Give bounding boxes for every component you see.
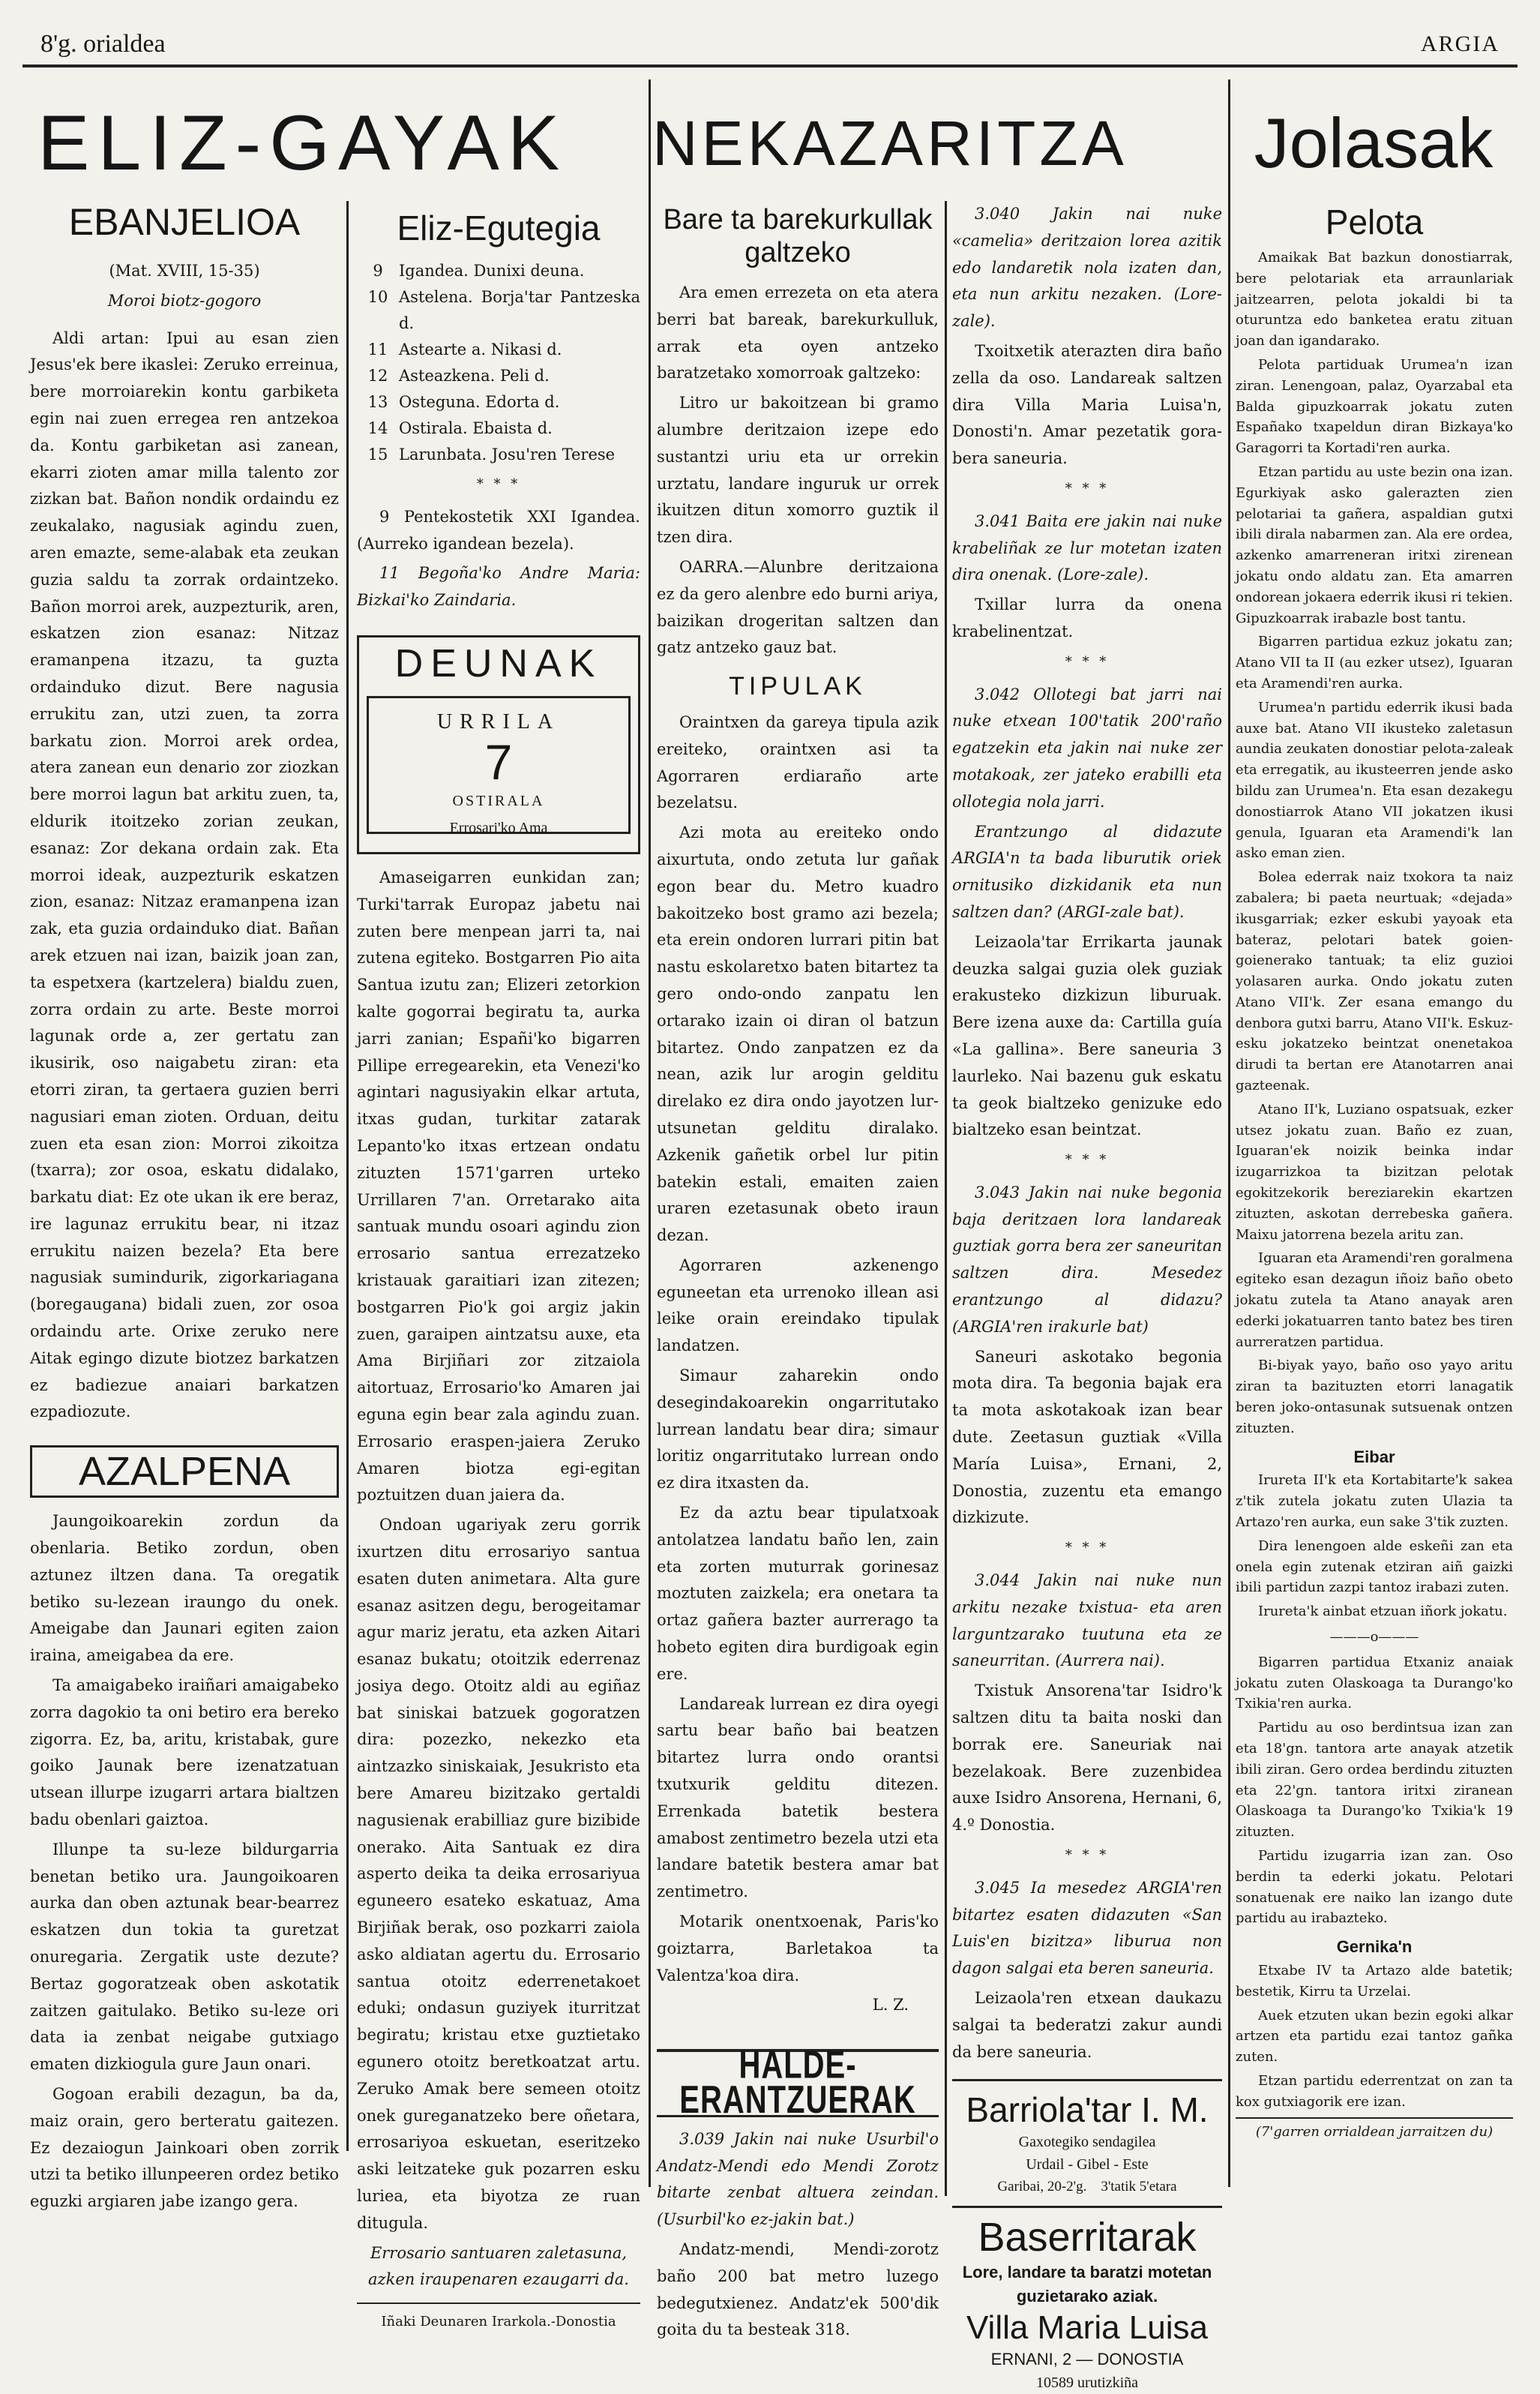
eibar-paragraph: Irureta'k ainbat etzuan iñork jokatu.	[1258, 1604, 1508, 1620]
azalpena-paragraph: Gogoan erabili dezagun, ba da, maiz orain, gero berteratu gaitezen. Ez dezaiogun Jainkoari oben zorrik utzi ta betiko illunpeeren ordez betiko eguzki argiaren jabe izango gera.	[30, 2085, 339, 2211]
calendar-entry: Asteazkena. Peli d.	[399, 367, 550, 385]
separator-stars: * * *	[1065, 1540, 1110, 1556]
pelota-paragraph: Urumea'n partidu ederrik ikusi bada auxe bat. Atano VII ikusteko zaletasun aundia zeukaten donostiar pelota-zaleak eta erregatik, au ikusteerren jende asko bildu zan Urumea'n. Eta esan dezakegu donostiarrok Atano VII jokatzen ikusi genula, Iguaran eta Aramendi'k lan asko eman zien.	[1236, 699, 1513, 862]
column-eliz-egutegia	[357, 207, 640, 2336]
pelota-paragraph: Bi-biyak yayo, baño oso yayo aritu ziran ta bazituzten etorri lanagatik beren joko-ontasunak sutsuenak ontzen zituzten.	[1236, 1358, 1513, 1436]
calendar-day: 13	[367, 393, 388, 411]
question-paragraph: Erantzungo al didazute ARGIA'n ta bada liburutik oriek ornitusiko dizkidanik eta nun saltzen dan? (ARGI-zale bat).	[952, 822, 1222, 921]
answer-paragraph: Saneuri askotako begonia mota dira. Ta begonia bajak era ta mota askotakoak izan bear dute. Zeetasun guztiak «Villa María Luisa», Ernani, 2, Donostia, zuzentu eta emango dizkizute.	[952, 1347, 1222, 1527]
calendar-row	[357, 337, 640, 363]
answer-paragraph: Leizaola'ren etxean daukazu salgai ta bederatzi zakur aundi da bere saneuria.	[952, 1989, 1222, 2061]
calendar-entry: Astelena. Borja'tar Pantzeska d.	[399, 288, 640, 332]
continued-note: (7'garren orrialdean jarraitzen du)	[1236, 2117, 1513, 2143]
separator-stars: * * *	[1065, 1152, 1110, 1168]
section-nekazaritza: NEKAZARITZA	[652, 108, 1128, 178]
question-paragraph: 3.044 Jakin nai nuke nun arkitu nezake txistua- eta aren larguntzarako tuutuna eta ze saneurritan. (Aurrera nai).	[952, 1571, 1222, 1670]
pelota-paragraph: Bolea ederrak naiz txokora ta naiz zabalera; bi paeta neurtuak; «dejada» ikusgarriak; ezker eskubi yayoak eta bateraz, pelotari batek goien-goienerako tantuak; ta eliz guzioi yolasaren aurka. Ondo jokatu zuten Atano VII'k. Zer esana emango du denbora gutxi barru, Atano VII'k. Eskuz-esku jokatzeko beintzat onenetakoa dirudi ta bertan ere Atanotarren anai gazteenak.	[1236, 869, 1513, 1094]
deunak-paragraph: Amaseigarren eunkidan zan; Turki'tarrak Europaz jabetu nai zuten bere menpean jarri ta, nai zutena egiteko. Bostgarren Pio aita Santua izutu zan; Elizeri zetorkion kalte gogorrai begiratu ta, aurka jarri zanian; Españi'ko bigarren Pillipe erregearekin, eta Venezi'ko agintari nagusiyakin elkar artuta, itxas gudan, turkitar zatarak Lepanto'ko itxas ertzean ondatu zituzten 1571'garren urteko Urrillaren 7'an. Orretarako aita santuak mundu osoari agindu zion errosario santua errezatzeko kristauak garaitiari izan zitezen; bostgarren Pio'k goi argiz jakin zuen, garaipen aintzatsu auxe, eta Ama Birjiñari zor zitzaiola aitortuaz, Errosario'ko Amaren jai eguna egin bear zala agindu zuan. Errosario eraspen-jaiera Zeruko Amaren biotza egi-egitan poztuitzen duan jaiera da.	[357, 868, 640, 1504]
calendar-table	[357, 258, 640, 468]
pelota-paragraph: Pelota partiduak Urumea'n izan ziran. Lenengoan, palaz, Oyarzabal eta Balda gipuzkoarrak jokatu zuten Españako txapeldun diran Bizkaya'ko Garagorri ta Kortadi'ren aurka.	[1236, 356, 1513, 457]
section-eliz-gayak: ELIZ-GAYAK	[37, 100, 568, 187]
deunak-title: DEUNAK	[394, 641, 603, 686]
bare-paragraph: Litro ur bakoitzean bi gramo alumbre deritzaion izepe edo sustantzi uriu eta ur orrekin urztatu, landare inguruk ur orrek ikuitzen ditun xomorro guztik il tzen dira.	[657, 394, 939, 547]
tipulak-paragraph: Simaur zaharekin ondo desegindakoarekin ongarritutako lurrean landatu bear dira; simaur loritiz ongarritutako lurrean ondo ez dira itxasten da.	[657, 1366, 939, 1492]
azalpena-title: AZALPENA	[78, 1449, 291, 1495]
question-paragraph: 3.045 Ia mesedez ARGIA'ren bitartez esaten didazuten «San Luis'en bizitza» liburua non dagon salgai eta beren saneuria.	[952, 1878, 1222, 1978]
calendar-day: 14	[367, 419, 388, 437]
printer-signature: Iñaki Deunaren Irarkola.-Donostia	[357, 2302, 640, 2336]
eibar-title: Eibar	[1353, 1447, 1395, 1466]
eibar-paragraph: Dira lenengoen alde eskeñi zan eta onela egin zutenak etziran aiñ gaizki ibili partidun zazpi tantoz irabazi zuten.	[1236, 1538, 1513, 1596]
nursery-name: Baserritarak	[978, 2215, 1197, 2260]
newspaper-page	[22, 27, 1518, 2392]
question-paragraph: 3.041 Baita ere jakin nai nuke krabeliñak ze lur motetan izaten dira onenak. (Lore-zale).	[952, 512, 1222, 584]
column-divider	[1228, 80, 1230, 2187]
pelota-paragraph: Amaikak Bat bazkun donostiarrak, bere pelotariak eta arraunlariak jaitzearren, pelota jokaldi bi ta oturuntza edo banketea eratu zituan joan dan igandarako.	[1236, 250, 1513, 350]
deunak-frame	[357, 635, 640, 854]
nursery-line: Lore, landare ta baratzi motetan guzietarako aziak.	[962, 2263, 1212, 2306]
eibar-paragraph: Bigarren partidua Etxaniz anaiak jokatu zuten Olaskoaga ta Durango'ko Txikia'ren aurka.	[1236, 1654, 1513, 1712]
eibar-paragraph: Irureta II'k eta Kortabitarte'k sakea z'tik zutela jokatu zuten Ulazia ta Artazo'ren aurka, eun sake 3'tik zuzten.	[1236, 1472, 1513, 1531]
page-label: 8'g. orialdea	[40, 30, 166, 58]
halde-banner	[657, 2043, 939, 2122]
doctor-role: Gaxotegiko sendagilea	[1018, 2134, 1156, 2151]
calendar-row	[357, 284, 640, 337]
column-divider	[945, 201, 947, 2196]
azalpena-frame	[30, 1445, 339, 1498]
date-day: 7	[484, 734, 513, 790]
article-signature: L. Z.	[872, 1996, 909, 2014]
calendar-row	[357, 442, 640, 468]
deunak-paragraph: Ondoan ugariyak zeru gorrik ixurtzen ditu errosariyo santua esaten duten animetara. Alta gure esanaz asitzen degu, berogeitamar agur mariz jeratu, eta azken Aitari esanaz bukatu; otoitzik ederrenaz josiya dego. Otoitz aldi au egiñaz bat siniskai batzuek gogoratzen dira: pozezko, nekezko eta aintzazko siniskaiak, Jesukristo eta bere Amareu bizitzako gertaldi nagusienak erabilliaz gure bizibide onerako. Aita Santuak ez dira asperto deika ta deika errosariyua eguneero esateko eskatuaz, Ama Birjiñak berak, oso pozkarri zaiola asko aldiatan agertu du. Errosario santua otoitz ederrenetakoet eduki; ondasun guziyek iturritzat begiratu; kristau etxe guztietako egunero otoitz beretkoatzat artu. Zeruko Amak bere semeen otoitz onek gureganatzeko bere oñetara, errosariyoa eskuetan, eseritzeko aski leitzateke guk pozarren esku luriea, eta biyotza ze ruan ditugula.	[357, 1516, 640, 2232]
calendar-entry: Ostirala. Ebaista d.	[399, 419, 553, 437]
calendar-day: 9	[373, 262, 383, 280]
tipulak-paragraph: Agorraren azkenengo eguneetan eta urrenoko illean asi leike orain ereindako tipulak landatzen.	[657, 1256, 939, 1355]
pelota-paragraph: Bigarren partidua ezkuz jokatu zan; Atano VII ta II (au ezker utsez), Iguaran eta Aramendi'ren aurka.	[1236, 634, 1513, 692]
azalpena-paragraph: Illunpe ta su-leze bildurgarria benetan betiko ura. Jaungoikoaren aurka dan oben aztunak bear-bearrez eskatzen dun tokia ta guretzat onuregaria. Zergatik uste dezute? Bertaz gogoratzeak oben askotatik zaitzen gaitulako. Betiko su-leze ori data ia zenbat neigabe gutxiago ematen dizkiogula gure Jaun onari.	[30, 1840, 339, 2074]
tipulak-paragraph: Motarik onentxoenak, Paris'ko goiztarra, Barletakoa ta Valentza'koa dira.	[657, 1912, 939, 1984]
paper-name: ARGIA	[1421, 32, 1500, 56]
nursery-ad	[952, 2206, 1222, 2394]
tipulak-paragraph: Azi mota au ereiteko ondo aixurtuta, ondo zetuta lur gañak egon bear du. Metro kuadro bakoitzeko bost gramo azi bezela; eta erein ondoren lurrari pitin bat nastu eskolaretxo baten bitartez ta gero ondo-ondo zanpatu len ortarako izain oi diran ol batzun bitartez. Ondo zanpatzen ez da nean, azik lur arogin gelditu direlako ez dira ondo jayotzen lur-utsunetan gelditu diralako. Azkenik gañetik orbel lur pitin batekin estali, emaiten zaien uraren ezetasunak obeto iraun dezan.	[657, 824, 939, 1245]
pelota-paragraph: Atano II'k, Luziano ospatsuak, ezker utsez jokatu zuan. Baño ez zuan, Iguaran'ek noizik beinka indar izugarrizkoa ta bizitzan pelotak egokitzekorik bereziarekin ekartzen zituzten, askotan derrebeska gañera. Maixu jatorrena bezela aritu zan.	[1236, 1101, 1513, 1243]
calendar-day: 11	[367, 340, 388, 358]
column-ebanjelioa	[30, 200, 339, 2218]
column-divider	[649, 80, 651, 2187]
tipulak-paragraph: Oraintxen da gareya tipula azik ereiteko, oraintxen asi ta Agorraren erdiaraño arte bezelatsu.	[657, 712, 939, 812]
nursery-address: ERNANI, 2 — DONOSTIA	[990, 2350, 1184, 2369]
eibar-paragraph: Partidu au oso berdintsua izan zan eta 18'gn. tantora arte anayak atzetik ibili ziran. Gero ordea berdindu zituzten eta 22'gn. tantora iritxi ziranean Olaskoaga ta Durango'ko Txikia'k 19 zituzten.	[1236, 1720, 1513, 1840]
question-paragraph: 3.043 Jakin nai nuke begonia baja deritzaen lora landareak guztiak gorra bera zer saneuritan saltzen dira. Mesedez erantzungo al didazu? (ARGIA'ren irakurle bat)	[952, 1183, 1222, 1336]
date-month: URRILA	[436, 710, 561, 734]
separator-stars: * * *	[476, 476, 521, 492]
separator-stars: * * *	[1065, 1847, 1110, 1864]
gernika-paragraph: Etzan partidu ederrentzat on zan ta kox gutxiagorik ere izan.	[1236, 2072, 1513, 2110]
tipulak-title: TIPULAK	[729, 672, 867, 701]
date-box	[367, 696, 631, 834]
calendar-entry: Astearte a. Nikasi d.	[399, 340, 562, 358]
question-paragraph: 3.039 Jakin nai nuke Usurbil'o Andatz-Mendi edo Mendi Zorotz bitarte zenbat altuera zeindan. (Usurbil'ko ez-jakin bat.)	[657, 2129, 939, 2229]
calendar-day: 15	[367, 446, 388, 464]
ebanjelioa-text: Aldi artan: Ipui au esan zien Jesus'ek bere ikaslei: Zeruko erreinua, bere morroiarekin kontu garbiketa egin nai zuen erregea ren antzekoa da. Kontu garbiketan asi zanean, ekarri zioten amar milla talento zor zizkan bat. Bañon nondik ordaindu ez zeukalako, nagusiak agindu zuen, aren emazte, seme-alabak eta zeukan guzia saldu ta zorrak ordaintzeko. Bañon morroi arek, auzpezturik, aren, eskatzen zion esanaz: Nitzaz eramanpena itzazu, ta guzta ordainduko dizut. Bere nagusia errukitu zan, utzi zuen, ta zorra barkatu zion. Morroi arek ordea, atera zanean eun denario zor ziozkan bere morroi lagun bat arkitu zuen, ta, eldurik itoitzeko zorian zeukan, esanaz: Zor dekana ordain zak. Eta morroi ideak, auzpezturik eskatzen zion, esanaz: Nitzaz eramanpena izan zak, eta guzia ordainduko diat. Bañan arek etzuen nai izan, baizik joan zan, ta espetxera (kartzelera) bialdu zuen, zorra ordain zu arte. Beste morroi lagunak orde a, zer gertatu zan ikusirik, oso naigabetu ziran: eta etorri ziran, ta gertaera guzien berri nagusiari eman zioten. Orduan, deitu zuen eta esan zion: Morroi zikoitza (txarra); zor osoa, eskatu didalako, barkatu diat: Ez ote ukan ik ere beraz, ire lagunaz errukitu bear, ni itzaz errukitu naizen bezela? Eta bere nagusiak sumindurik, zigorkariagana (boregaugana) bidali zuen, zor osoa ordaindu arte. Orixe zeruko nere Aitak egingo dizute biotzez barkatzen ez badiezue anaiari barkatzen ezpadiozute.	[30, 328, 339, 1421]
gernika-title: Gernika'n	[1336, 1937, 1413, 1957]
halde-title: HALDE-ERANTZUERAK	[679, 2043, 916, 2122]
tipulak-paragraph: Ez da aztu bear tipulatxoak antolatzea landatu baño len, zain eta zorten muturrak gorinesaz moztuten zaizkela; era onetara ta ortaz gañera bazter aurrerago ta hobeto egiten dira burdigoak egin ere.	[657, 1504, 939, 1683]
nursery-phone: 10589 urutizkiña	[1035, 2374, 1139, 2392]
header-rule	[22, 64, 1518, 68]
ebanjelioa-ref: (Mat. XVIII, 15-35)	[109, 262, 260, 280]
doctor-hours: Garibai, 20-2'g. 3'tatik 5'etara	[997, 2179, 1177, 2195]
separator-stars: * * *	[1065, 480, 1110, 496]
calendar-entry: Igandea. Dunixi deuna.	[399, 262, 585, 280]
doctor-ad	[952, 2079, 1222, 2198]
column-nekazaritza-2	[952, 201, 1222, 2394]
tipulak-paragraph: Landareak lurrean ez dira oyegi sartu bear baño bai beatzen bitartez lurra ondo orantsi txutxurik gelditu ditezen. Errenkada batetik bestera amabost zentimetro bezela utzi eta landare batetik bestera amar bat zentimetro.	[657, 1694, 939, 1901]
azalpena-paragraph: Ta amaigabeko iraiñari amaigabeko zorra dagokio ta oni betiro era bereko zigorra. Ez, ba, aritu, kristabak, gure goiko Jaunak bere izenatzatuan utsean illurpe izugarri artara bialtzen badu obenlari gaiztoa.	[30, 1676, 339, 1829]
date-saint: Errosari'ko Ama	[449, 819, 548, 836]
ebanjelioa-subtitle: Moroi biotz-gogoro	[107, 291, 262, 310]
section-jolasak: Jolasak	[1254, 104, 1494, 182]
question-paragraph: 3.040 Jakin nai nuke «camelia» deritzaion lorea azitik edo landaretik nola izaten dan, eta nun arkitu nezaken. (Lore-zale).	[952, 205, 1222, 331]
answer-paragraph: Txillar lurra da onena krabelinentzat.	[952, 596, 1222, 640]
doctor-specialty: Urdail - Gibel - Este	[1026, 2156, 1149, 2174]
bare-title: Bare ta barekurkullak galtzeko	[663, 204, 933, 268]
bare-paragraph: Ara emen errezeta on eta atera berri bat bareak, barekurkulluk, arrak eta oyen antzeko baratzetako xomorroak galtzeko:	[657, 284, 939, 382]
ornament-divider: ———o———	[1329, 1629, 1419, 1645]
calendar-row	[357, 416, 640, 442]
calendar-note: 11 Begoña'ko Andre Maria: Bizkai'ko Zaindaria.	[357, 564, 640, 610]
calendar-note: 9 Pentekostetik XXI Igandea. (Aurreko igandean bezela).	[357, 507, 640, 553]
gernika-paragraph: Etxabe IV ta Artazo alde batetik; bestetik, Kirru ta Urzelai.	[1236, 1962, 1513, 2000]
calendar-row	[357, 363, 640, 389]
calendar-entry: Osteguna. Edorta d.	[399, 393, 560, 411]
separator-stars: * * *	[1065, 653, 1110, 670]
calendar-row	[357, 258, 640, 284]
answer-paragraph: Leizaola'tar Errikarta jaunak deuzka salgai guzia olek guziak erakusteko dizkizun liburuak. Bere izena auxe da: Cartilla guía «La gallina». Bere saneuria 3 laurleko. Nai bazenu guk eskatu ta geok bialtzeko genizuke edo bialtzeko esan beintzat.	[952, 932, 1222, 1139]
date-weekday: OSTIRALA	[452, 792, 545, 809]
calendar-day: 12	[367, 367, 388, 385]
deunak-closing: Errosario santuaren zaletasuna, azken iraupenaren ezaugarri da.	[368, 2243, 629, 2289]
eibar-paragraph: Partidu izugarria izan zan. Oso berdin ta ederki jokatu. Pelotari sonatuenak ere naiko lan izango dute partidu au irabazteko.	[1236, 1847, 1513, 1927]
bare-paragraph: OARRA.—Alunbre deritzaiona ez da gero alenbre edo burni ariya, baizikan drogeritan saltzen dan gatz antzeko gauz bat.	[657, 557, 939, 657]
nursery-villa: Villa Maria Luisa	[966, 2309, 1208, 2347]
answer-paragraph: Txistuk Ansorena'tar Isidro'k saltzen ditu ta baita noski dan borrak ere. Saneuriak nai bezelakoak. Bere zuzenbidea auxe Isidro Ansorena, Hernani, 6, 4.º Donostia.	[952, 1682, 1223, 1834]
answer-paragraph: Txoitxetik aterazten dira baño zella da oso. Landareak saltzen dira Villa Maria Luisa'n, Donosti'n. Amar pezetatik gora-bera saneuria.	[952, 341, 1222, 468]
calendar-row	[357, 389, 640, 416]
column-nekazaritza-1	[657, 203, 939, 2347]
column-divider	[346, 201, 349, 2151]
eliz-egutegia-title: Eliz-Egutegia	[397, 208, 601, 248]
calendar-day: 10	[367, 288, 388, 306]
pelota-title: Pelota	[1325, 202, 1424, 242]
answer-paragraph: Andatz-mendi, Mendi-zorotz baño 200 bat metro luzego bedegutxienez. Andatz'ek 500'dik goita du ta besteak 318.	[657, 2240, 939, 2339]
pelota-paragraph: Iguaran eta Aramendi'ren goralmena egiteko esan dezagun iñoiz baño obeto jokatu zutela ta Atano anayak aren ederki jokatuarren tanto batez bes tiren aurreratzen partidua.	[1236, 1250, 1513, 1350]
ebanjelioa-title: EBANJELIOA	[68, 201, 301, 243]
pelota-paragraph: Etzan partidu au uste bezin ona izan. Egurkiyak asko galerazten zien pelotariai ta gañera, aspaldian gutxi ibili dirala nabarmen zan. Ala ere ordea, azkenko amarreneran iritxi zirenean jokatu ondo aldatu zan. Eta amarren ondorean jokaera ederrik ikusi ri tekien. Gipuzkoarrak irabazle bost tantu.	[1236, 464, 1513, 626]
question-paragraph: 3.042 Ollotegi bat jarri nai nuke etxean 100'tatik 200'raño egatzekin eta jakin nai nuke zer motakoak, zer jateko erabilli eta ollotegia nola jarri.	[952, 685, 1222, 811]
calendar-entry: Larunbata. Josu'ren Terese	[399, 446, 616, 464]
azalpena-paragraph: Jaungoikoarekin zordun da obenlaria. Betiko zordun, oben aztunez iltzen dana. Ta oregatik betiko su-lezean iraungo du onek. Ameigabe dan Jaunari egiten zaion iraina, ameigabea da ere.	[30, 1512, 339, 1665]
doctor-name: Barriola'tar I. M.	[966, 2090, 1209, 2130]
gernika-paragraph: Auek etzuten ukan bezin egoki alkar artzen eta partidu ezai tantoz gañka zuten.	[1236, 2007, 1513, 2066]
running-header	[22, 27, 1518, 63]
column-jolasak	[1236, 201, 1513, 2145]
